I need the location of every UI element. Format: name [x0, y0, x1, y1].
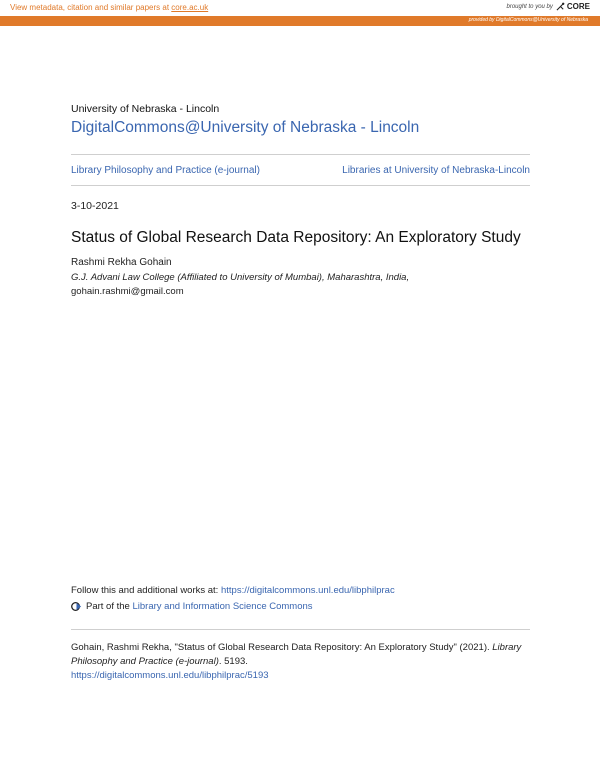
- core-link[interactable]: core.ac.uk: [171, 3, 209, 12]
- journal-link[interactable]: Library Philosophy and Practice (e-journal): [71, 164, 260, 176]
- repository-link[interactable]: DigitalCommons@University of Nebraska - Lincoln: [71, 119, 420, 136]
- core-banner: [0, 0, 600, 16]
- core-metadata-text: View metadata, citation and similar papers at: [10, 3, 172, 12]
- author-email: gohain.rashmi@gmail.com: [71, 286, 184, 297]
- citation-text: Gohain, Rashmi Rekha, "Status of Global Research Data Repository: An Exploratory Study" (2021).: [71, 642, 493, 653]
- part-of-text: Part of the: [86, 601, 133, 612]
- part-of-line: [71, 601, 530, 612]
- core-brought-by: [507, 2, 591, 11]
- citation-divider: [71, 629, 530, 630]
- citation-link[interactable]: https://digitalcommons.unl.edu/libphilprac/5193: [71, 670, 269, 681]
- core-logo-icon: [556, 2, 565, 11]
- follow-text: Follow this and additional works at:: [71, 585, 221, 596]
- provided-by-text: provided by DigitalCommons@University of Nebraska: [468, 17, 588, 23]
- author-affiliation: G.J. Advani Law College (Affiliated to University of Mumbai), Maharashtra, India,: [71, 272, 410, 283]
- institution-name: University of Nebraska - Lincoln: [71, 103, 220, 115]
- collection-nav: [71, 154, 530, 186]
- paper-title: Status of Global Research Data Repository: An Exploratory Study: [71, 229, 521, 246]
- follow-link[interactable]: https://digitalcommons.unl.edu/libphilprac: [220, 585, 395, 596]
- core-logo-text: CORE: [566, 2, 590, 11]
- brought-to-you-text: brought to you by: [506, 3, 553, 10]
- core-metadata-notice: [10, 3, 208, 12]
- follow-line: [71, 585, 530, 596]
- author-name: Rashmi Rekha Gohain: [71, 257, 172, 268]
- core-provided-bar: [0, 16, 600, 26]
- citation-issue: . 5193.: [218, 656, 248, 667]
- citation-journal: Library Philosophy and Practice (e-journal): [71, 642, 522, 667]
- core-logo[interactable]: [556, 2, 590, 11]
- libraries-link[interactable]: Libraries at University of Nebraska-Lincoln: [342, 164, 530, 176]
- commons-network-icon: [71, 601, 82, 612]
- publication-date: 3-10-2021: [71, 200, 119, 212]
- recommended-citation: [71, 641, 530, 683]
- commons-link[interactable]: Library and Information Science Commons: [132, 601, 313, 612]
